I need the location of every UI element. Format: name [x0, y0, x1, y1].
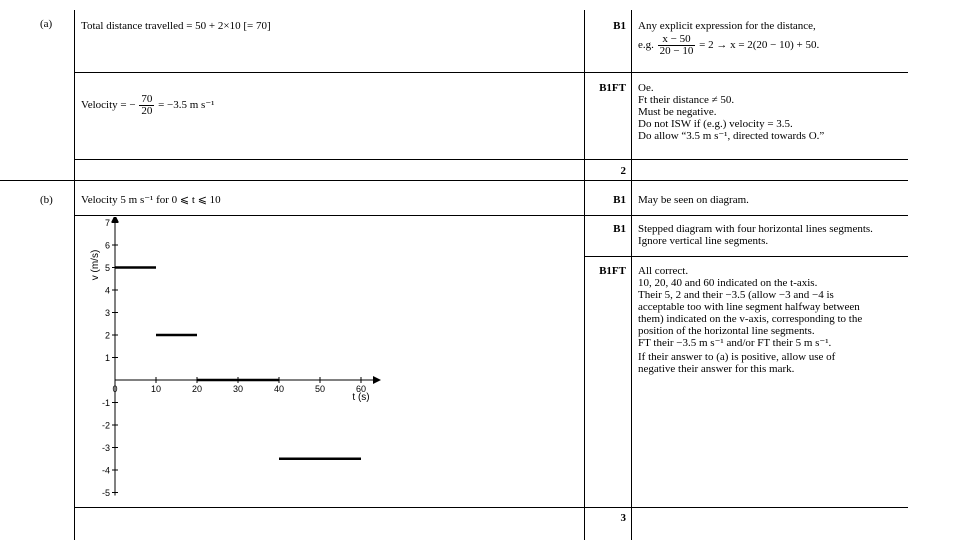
fraction-denominator: 20 − 10 — [659, 45, 694, 57]
guidance-line: 10, 20, 40 and 60 indicated on the t-axis. — [638, 277, 818, 289]
x-tick-label: 30 — [232, 384, 244, 394]
fraction-numerator: 70 — [141, 93, 153, 105]
row-divider-b3 — [74, 507, 908, 508]
y-tick-label: 5 — [104, 263, 110, 273]
part-b-total-mark: 3 — [620, 512, 626, 524]
guidance-line: Do allow “3.5 m s⁻¹, directed towards O.” — [638, 130, 825, 142]
x-tick-label: 0 — [112, 384, 118, 394]
guidance-line: Ft their distance ≠ 50. — [638, 94, 735, 106]
y-tick-label: 1 — [104, 353, 110, 363]
y-tick-label: 6 — [104, 240, 110, 251]
y-tick-label: 7 — [104, 218, 110, 228]
y-tick-label: 4 — [104, 285, 110, 296]
part-b-row3-guidance — [638, 265, 862, 375]
y-tick-label: -2 — [101, 420, 110, 431]
velocity-suffix: = −3.5 m s⁻¹ — [158, 99, 215, 112]
velocity-fraction — [139, 94, 154, 117]
x-axis-label: t (s) — [352, 392, 370, 403]
row-divider-a-total — [0, 180, 908, 181]
part-a-row1-mark: B1 — [613, 20, 626, 32]
velocity-time-graph — [76, 217, 406, 505]
y-tick-label: -4 — [101, 465, 110, 476]
x-tick-label: 50 — [314, 384, 326, 394]
part-b-row1-guidance: May be seen on diagram. — [638, 194, 749, 206]
guidance-line: negative their answer for this mark. — [638, 363, 795, 375]
part-a-label: (a) — [40, 18, 53, 30]
part-b-label: (b) — [40, 194, 53, 206]
guidance-fraction — [658, 34, 696, 57]
guidance-line: If their answer to (a) is positive, allow use of — [638, 351, 836, 363]
row-divider-a2 — [74, 159, 908, 160]
guidance-line: Ignore vertical line segments. — [638, 235, 769, 247]
part-b-velocity-statement: Velocity 5 m s⁻¹ for 0 ⩽ t ⩽ 10 — [81, 194, 221, 206]
guidance-line: acceptable too with line segment halfway between — [638, 301, 860, 313]
x-tick-label: 40 — [273, 384, 285, 394]
guidance-line: them) indicated on the v-axis, corresponding to the — [638, 313, 863, 325]
guidance-line: Must be negative. — [638, 106, 717, 118]
axes — [115, 219, 377, 496]
part-b-row1-mark: B1 — [613, 194, 626, 206]
y-tick-label: 3 — [104, 308, 110, 318]
part-a-total-mark: 2 — [620, 165, 626, 177]
guidance-example — [638, 34, 819, 57]
row-divider-a1 — [74, 72, 908, 73]
guidance-line: position of the horizontal line segments. — [638, 325, 815, 337]
column-divider-guidance-left — [631, 10, 632, 540]
guidance-line: Any explicit expression for the distance, — [638, 20, 816, 32]
y-tick-label: -3 — [101, 443, 110, 453]
part-a-distance-working: Total distance travelled = 50 + 2×10 [= 70] — [81, 20, 271, 32]
column-divider-working-left — [74, 10, 75, 540]
row-divider-b2 — [584, 256, 908, 257]
x-tick-label: 20 — [191, 384, 203, 394]
row-divider-b1 — [74, 215, 908, 216]
part-a-row1-guidance — [638, 20, 819, 57]
guidance-eg: e.g. — [638, 39, 654, 52]
series — [115, 268, 361, 459]
part-b-row2-mark: B1 — [613, 223, 626, 235]
guidance-equation: = 2 → x = 2(20 − 10) + 50. — [699, 39, 820, 52]
fraction-numerator: x − 50 — [658, 34, 696, 46]
ticks — [102, 218, 366, 498]
y-tick-label: -1 — [101, 398, 110, 408]
x-tick-label: 60 — [355, 384, 367, 394]
y-axis-label: v (m/s) — [90, 249, 101, 281]
part-a-velocity-working — [81, 94, 214, 117]
part-b-row2-guidance — [638, 223, 873, 247]
fraction-denominator: 20 — [141, 105, 153, 117]
y-tick-label: 2 — [104, 330, 110, 341]
y-tick-label: -5 — [101, 488, 110, 498]
velocity-prefix: Velocity = − — [81, 99, 136, 112]
column-divider-marks-left — [584, 10, 585, 540]
x-tick-label: 10 — [150, 384, 162, 394]
part-a-row2-mark: B1FT — [599, 82, 626, 94]
guidance-line: Do not ISW if (e.g.) velocity = 3.5. — [638, 118, 793, 130]
guidance-line: Oe. — [638, 82, 654, 94]
part-b-row3-mark: B1FT — [599, 265, 626, 277]
part-a-row2-guidance — [638, 82, 824, 142]
guidance-line: All correct. — [638, 265, 689, 277]
guidance-line: Stepped diagram with four horizontal lines segments. — [638, 223, 873, 235]
guidance-line: Their 5, 2 and their −3.5 (allow −3 and −4 is — [638, 289, 834, 301]
guidance-line: FT their −3.5 m s⁻¹ and/or FT their 5 m s⁻¹. — [638, 337, 832, 349]
